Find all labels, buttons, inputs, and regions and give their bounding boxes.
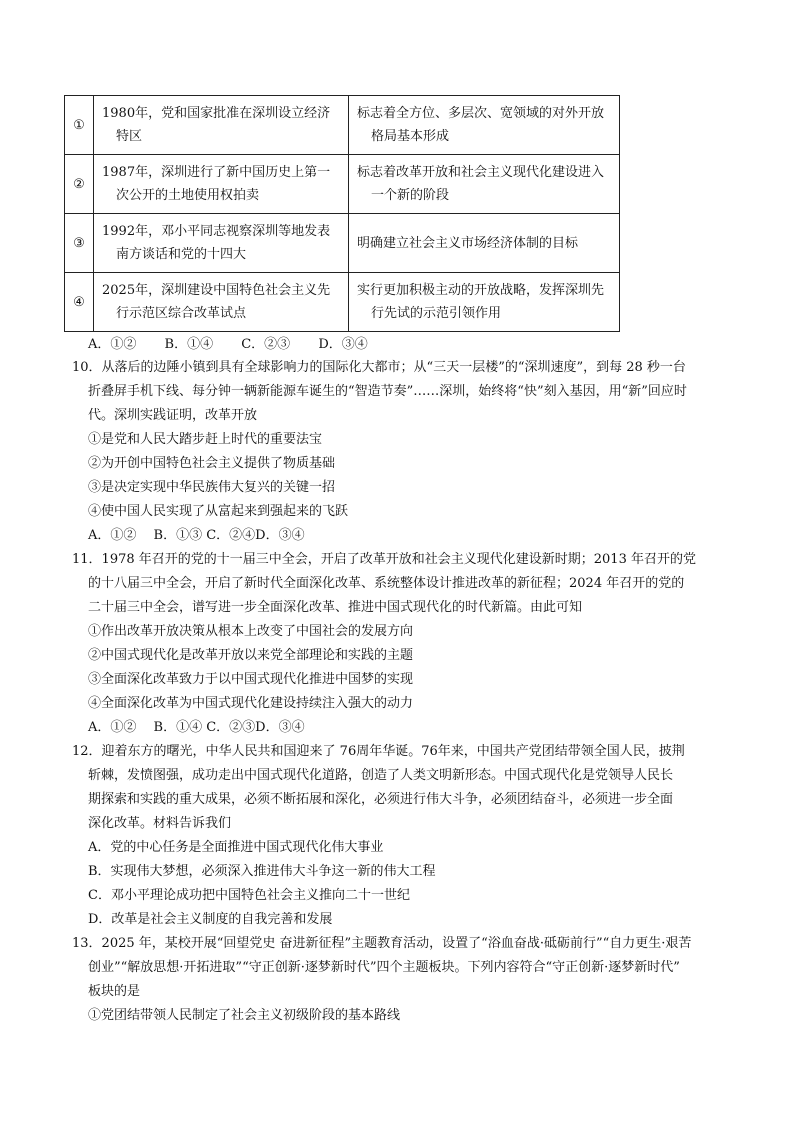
event-cell — [94, 96, 349, 155]
q10-stem-line-3: 代。深圳实践证明，改革开放 — [88, 408, 258, 423]
q11-stem-line-1: 11．1978 年召开的党的十一届三中全会，开启了改革开放和社会主义现代化建设新时期；2013 年召开的党 — [72, 552, 696, 567]
row-number: ① — [65, 96, 94, 155]
meaning-text: 明确建立社会主义市场经济体制的目标 — [357, 235, 579, 251]
event-text: 1980年，党和国家批准在深圳设立经济特区 — [102, 106, 331, 144]
q10-stem-line-2: 折叠屏手机下线、每分钟一辆新能源车诞生的“智造节奏”……深圳，始终将“快”刻入基因，用“新”回应时 — [88, 384, 687, 399]
q10-options[interactable]: A．①② B．①③ C．②④D．③④ — [88, 528, 305, 543]
event-cell — [94, 155, 349, 214]
q13-item-1: ①党团结带领人民制定了社会主义初级阶段的基本路线 — [88, 1008, 401, 1023]
q13-stem-line-1: 13．2025 年，某校开展“回望党史 奋进新征程”主题教育活动，设置了“浴血奋战·砥砺前行”“自力更生·艰苦 — [72, 936, 692, 951]
q12-option-c[interactable]: C．邓小平理论成功把中国特色社会主义推向二十一世纪 — [88, 888, 410, 903]
q10-item-2: ②为开创中国特色社会主义提供了物质基础 — [88, 456, 336, 471]
q9-table — [64, 95, 620, 332]
q12-stem-line-1: 12．迎着东方的曙光，中华人民共和国迎来了 76周年华诞。76年来，中国共产党团结带领全国人民，披荆 — [72, 744, 685, 759]
table-row — [65, 273, 620, 332]
table-row — [65, 96, 620, 155]
q10-stem-line-1: 10．从落后的边陲小镇到具有全球影响力的国际化大都市；从“三天一层楼”的“深圳速度”，到每 28 秒一台 — [72, 360, 686, 375]
option-c[interactable]: C．②③ — [241, 337, 291, 352]
table-row — [65, 155, 620, 214]
row-number: ④ — [65, 273, 94, 332]
q12-stem-line-4: 深化改革。材料告诉我们 — [88, 816, 232, 831]
q11-item-3: ③全面深化改革致力于以中国式现代化推进中国梦的实现 — [88, 672, 414, 687]
event-cell — [94, 273, 349, 332]
q12-option-a[interactable]: A．党的中心任务是全面推进中国式现代化伟大事业 — [88, 840, 384, 855]
event-text: 1992年，邓小平同志视察深圳等地发表南方谈话和党的十四大 — [102, 224, 331, 262]
q10-item-4: ④使中国人民实现了从富起来到强起来的飞跃 — [88, 504, 349, 519]
q13-stem-line-3: 板块的是 — [88, 984, 141, 999]
q9-options — [88, 333, 392, 357]
event-text: 2025年，深圳建设中国特色社会主义先行示范区综合改革试点 — [102, 283, 331, 321]
q11-item-1: ①作出改革开放决策从根本上改变了中国社会的发展方向 — [88, 624, 414, 639]
option-a[interactable]: A．①② — [88, 337, 137, 352]
q11-item-2: ②中国式现代化是改革开放以来党全部理论和实践的主题 — [88, 648, 414, 663]
meaning-text: 标志着全方位、多层次、宽领域的对外开放格局基本形成 — [357, 106, 605, 144]
event-text: 1987年，深圳进行了新中国历史上第一次公开的土地使用权拍卖 — [102, 165, 331, 203]
q12-stem-line-3: 期探索和实践的重大成果，必须不断拓展和深化，必须进行伟大斗争，必须团结奋斗，必须进一步全面 — [88, 792, 674, 807]
row-number: ② — [65, 155, 94, 214]
q11-options[interactable]: A．①② B．①④ C．②③D．③④ — [88, 720, 305, 735]
meaning-text: 实行更加积极主动的开放战略，发挥深圳先行先试的示范引领作用 — [357, 283, 605, 321]
meaning-cell — [349, 155, 620, 214]
meaning-cell — [349, 214, 620, 273]
q12-option-b[interactable]: B．实现伟大梦想，必须深入推进伟大斗争这一新的伟大工程 — [88, 864, 436, 879]
meaning-text: 标志着改革开放和社会主义现代化建设进入一个新的阶段 — [357, 165, 605, 203]
option-b[interactable]: B．①④ — [164, 337, 214, 352]
q11-item-4: ④全面深化改革为中国式现代化建设持续注入强大的动力 — [88, 696, 414, 711]
q12-stem-line-2: 斩棘，发愤图强，成功走出中国式现代化道路，创造了人类文明新形态。中国式现代化是党领导人民长 — [88, 768, 674, 783]
q10-item-3: ③是决定实现中华民族伟大复兴的关键一招 — [88, 480, 336, 495]
q12-option-d[interactable]: D．改革是社会主义制度的自我完善和发展 — [88, 912, 333, 927]
option-d[interactable]: D．③④ — [318, 337, 368, 352]
q10-item-1: ①是党和人民大踏步赶上时代的重要法宝 — [88, 432, 323, 447]
row-number: ③ — [65, 214, 94, 273]
q11-stem-line-2: 的十八届三中全会，开启了新时代全面深化改革、系统整体设计推进改革的新征程；2024 年召开的党的 — [88, 576, 685, 591]
meaning-cell — [349, 96, 620, 155]
q11-stem-line-3: 二十届三中全会，谱写进一步全面深化改革、推进中国式现代化的时代新篇。由此可知 — [88, 600, 583, 615]
q13-stem-line-2: 创业”“解放思想·开拓进取”“守正创新·逐梦新时代”四个主题板块。下列内容符合“守正创新·逐梦新时代” — [88, 960, 680, 975]
event-cell — [94, 214, 349, 273]
meaning-cell — [349, 273, 620, 332]
table-row — [65, 214, 620, 273]
